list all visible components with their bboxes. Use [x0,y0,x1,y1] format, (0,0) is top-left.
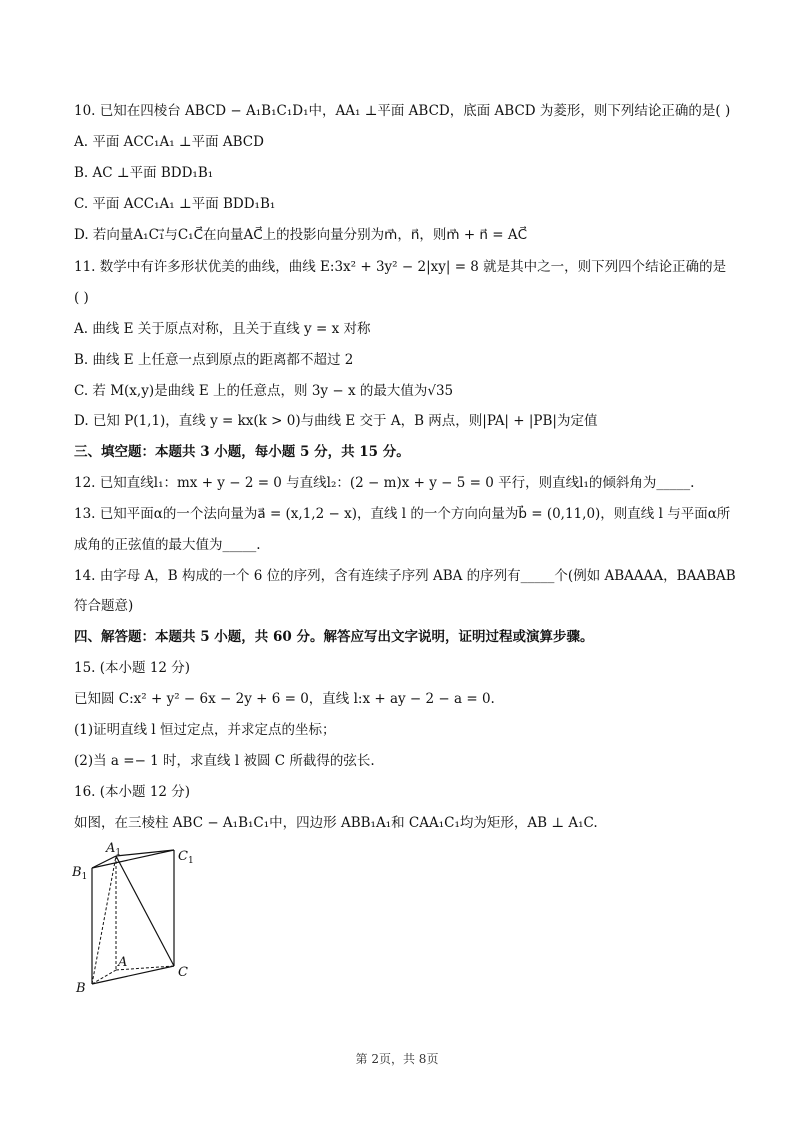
section-3-heading: 三、填空题：本题共 3 小题，每小题 5 分，共 15 分。 [74,444,410,460]
q15-part1: (1)证明直线 l 恒过定点，并求定点的坐标； [74,722,336,738]
q16-head: 16. (本小题 12 分) [74,784,191,800]
q11-stem: 11. 数学中有许多形状优美的曲线，曲线 E:3x² + 3y² − 2|xy| = 8 就是其中之一，则下列四个结论正确的是 [74,259,727,275]
q15-body: 已知圆 C:x² + y² − 6x − 2y + 6 = 0，直线 l:x + ay − 2 − a = 0. [74,691,495,707]
q13-line1: 13. 已知平面α的一个法向量为a⃗ = (x,1,2 − x)，直线 l 的一个方向向量为b⃗ = (0,11,0)，则直线 l 与平面α所 [74,506,731,522]
q14-line2: 符合题意) [74,598,134,614]
edge-a1-c1 [116,850,174,856]
q11-option-d: D. 已知 P(1,1)，直线 y = kx(k > 0)与曲线 E 交于 A，B 两点，则|PA| + |PB|为定值 [74,413,598,429]
q11-option-b: B. 曲线 E 上任意一点到原点的距离都不超过 2 [74,352,354,368]
edge-b-a1 [92,856,116,984]
edge-b1-a1 [92,856,116,868]
q14-line1: 14. 由字母 A，B 构成的一个 6 位的序列，含有连续子序列 ABA 的序列有_____个(例如 ABAAAA，BAABAB [74,568,736,584]
q13-line2: 成角的正弦值的最大值为_____. [74,537,261,553]
q15-part2: (2)当 a =− 1 时，求直线 l 被圆 C 所截得的弦长. [74,753,375,769]
q11-stem-paren: ( ) [74,290,89,306]
edge-a1-c [116,856,174,966]
label-a1: $A_1$ [106,841,122,858]
q10-option-d: D. 若向量A₁C₁⃗与C₁C⃗在向量AC⃗上的投影向量分别为m⃗，n⃗，则m⃗ + n⃗ = AC⃗ [74,227,528,243]
label-c1: $C_1$ [178,849,194,866]
label-c: C [178,965,188,980]
q10-option-b: B. AC ⊥平面 BDD₁B₁ [74,165,214,181]
q10-option-a: A. 平面 ACC₁A₁ ⊥平面 ABCD [74,134,264,150]
q12: 12. 已知直线l₁：mx + y − 2 = 0 与直线l₂：(2 − m)x + y − 5 = 0 平行，则直线l₁的倾斜角为_____. [74,475,695,491]
q11-option-c: C. 若 M(x,y)是曲线 E 上的任意点，则 3y − x 的最大值为√35 [74,383,454,399]
q10-option-c: C. 平面 ACC₁A₁ ⊥平面 BDD₁B₁ [74,196,276,212]
edge-b1-c1 [92,850,174,868]
q16-body: 如图，在三棱柱 ABC − A₁B₁C₁中，四边形 ABB₁A₁和 CAA₁C₁均为矩形，AB ⊥ A₁C. [74,815,598,831]
prism-figure [72,838,202,998]
label-b: B [76,981,86,996]
q10-stem: 10. 已知在四棱台 ABCD − A₁B₁C₁D₁中，AA₁ ⊥平面 ABCD，底面 ABCD 为菱形，则下列结论正确的是( ) [74,103,731,119]
q15-head: 15. (本小题 12 分) [74,660,191,676]
q11-option-a: A. 曲线 E 关于原点对称，且关于直线 y = x 对称 [74,321,371,337]
page-footer: 第 2页，共 8页 [355,1052,439,1066]
label-a: A [118,955,128,970]
section-4-heading: 四、解答题：本题共 5 小题，共 60 分。解答应写出文字说明，证明过程或演算步骤。 [74,629,594,645]
label-b1: $B_1$ [72,865,88,882]
